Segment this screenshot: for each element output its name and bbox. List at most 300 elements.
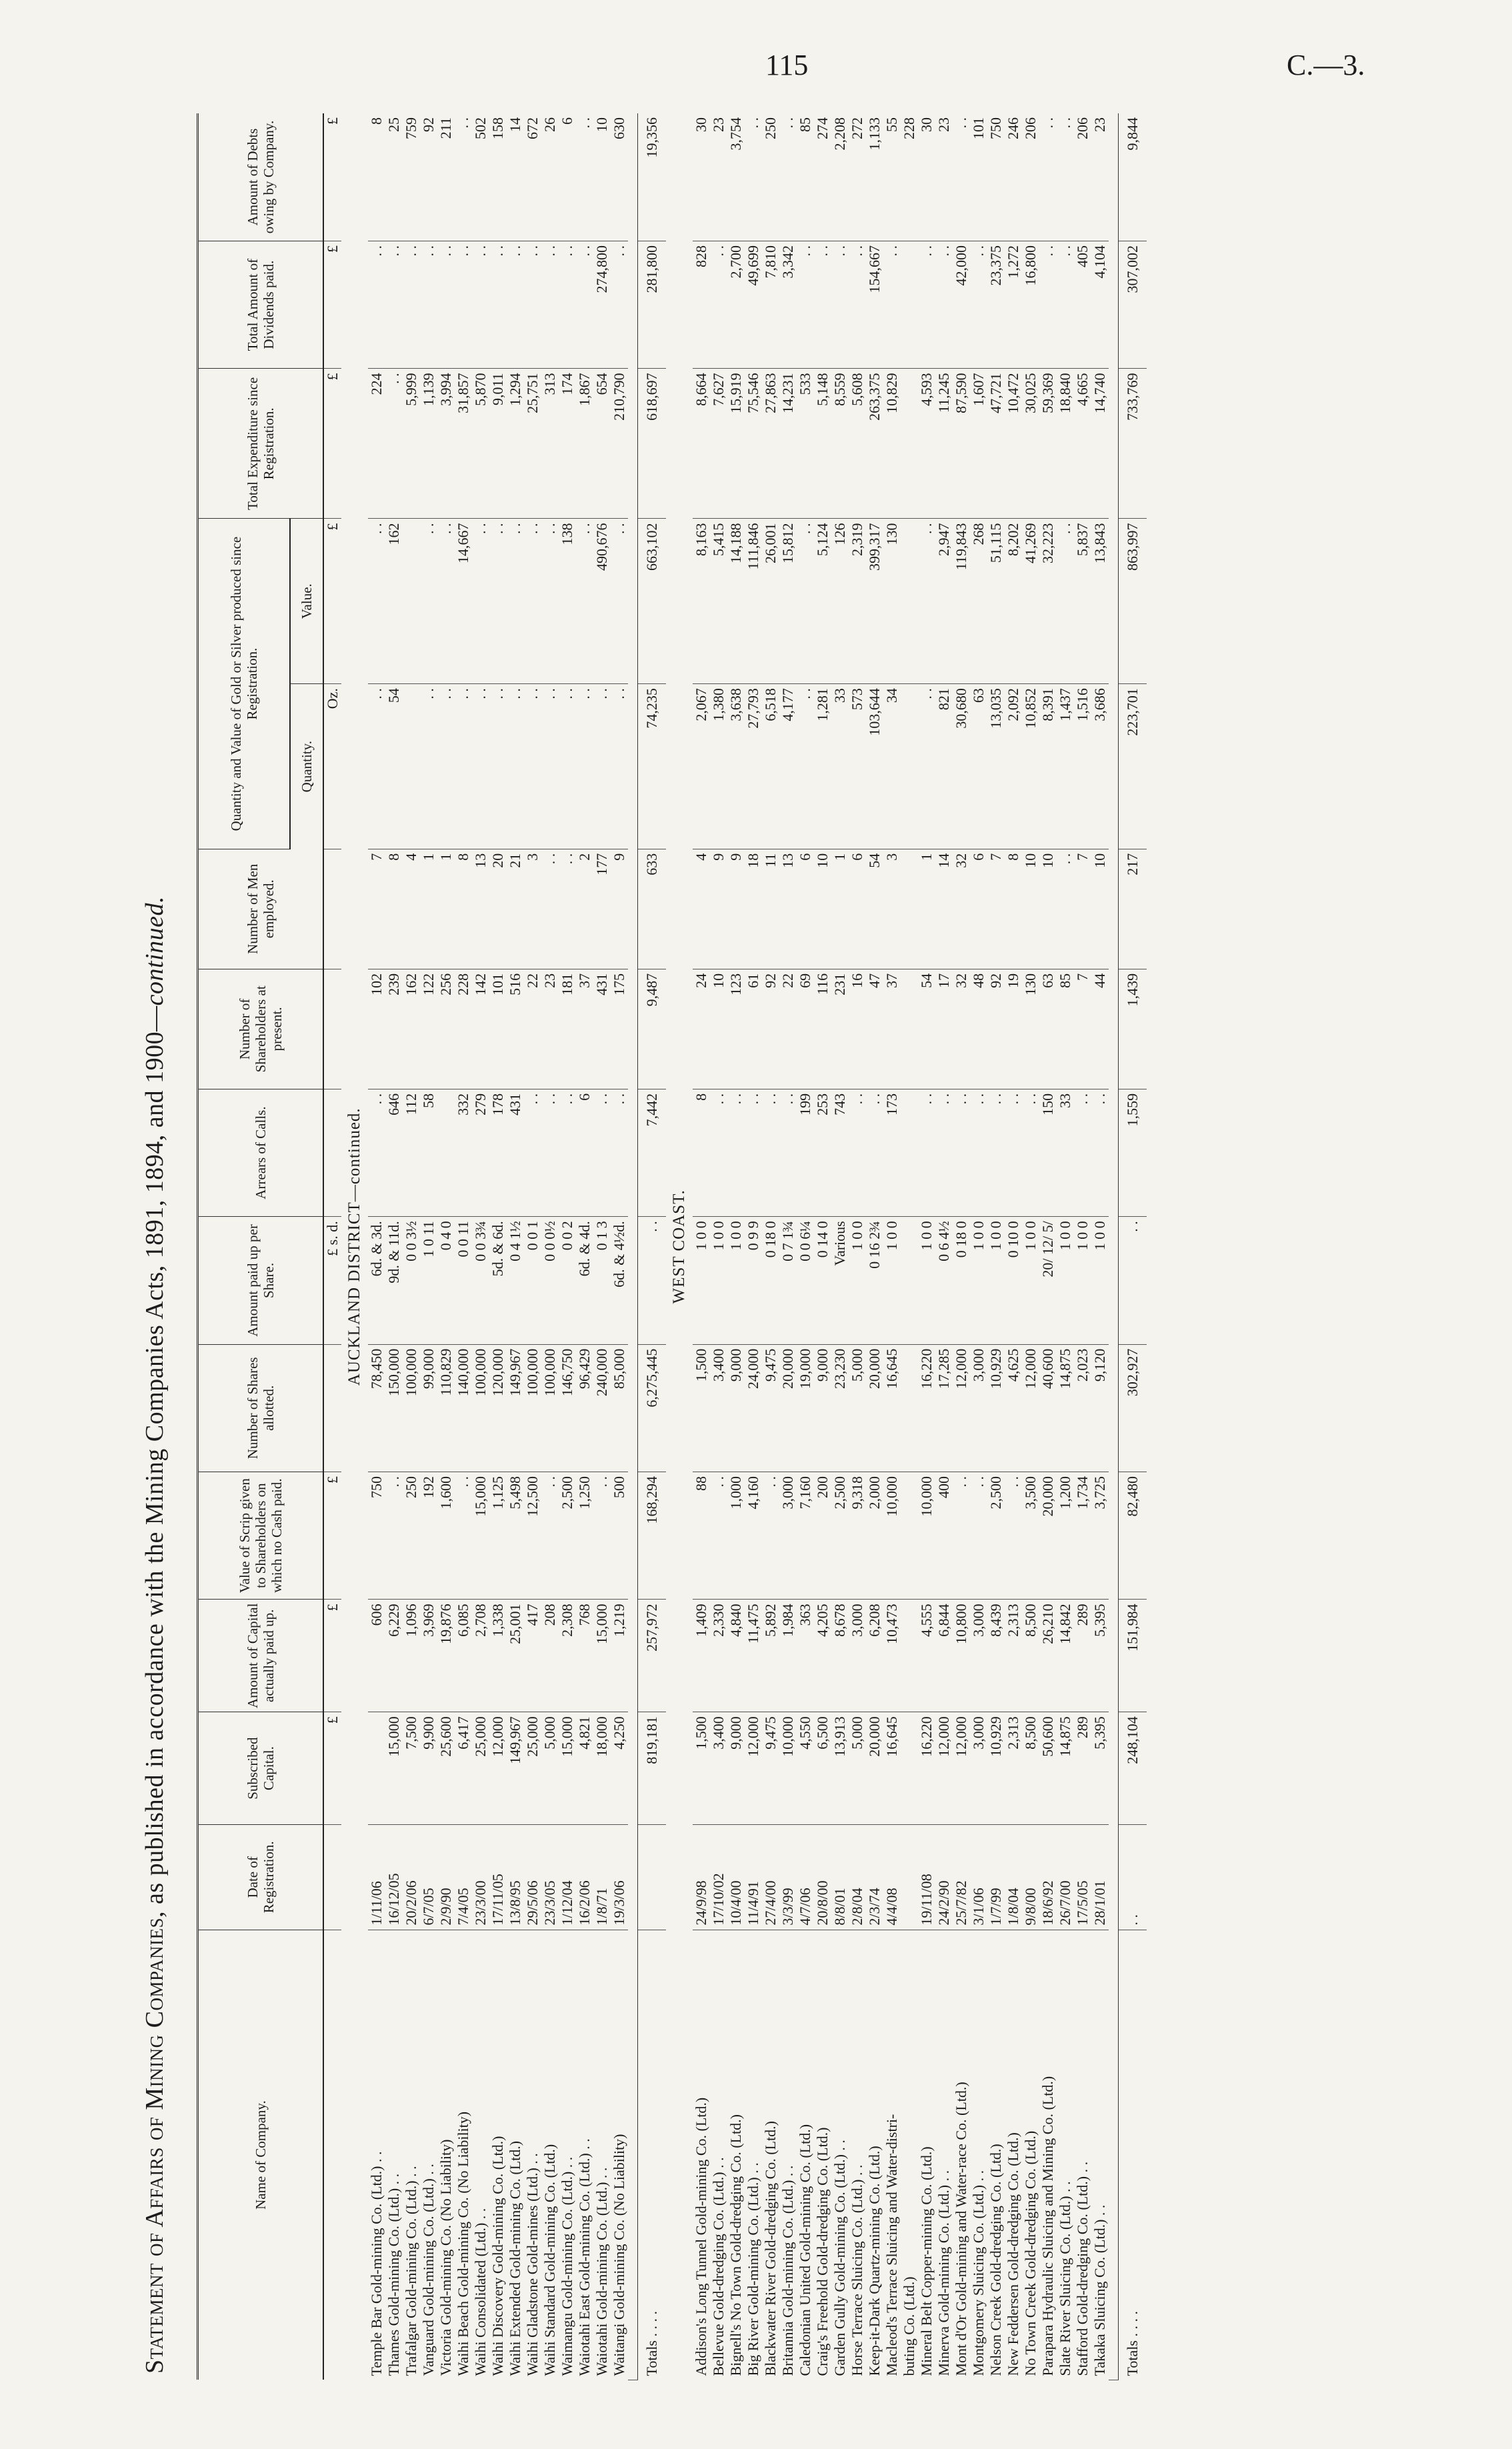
cell-quantity: 1,437 — [1057, 684, 1074, 849]
cell-quantity: 2,067 — [693, 684, 710, 849]
cell-debts: 19,356 — [638, 113, 667, 241]
cell-pershare: 0 10 0 — [1005, 1217, 1022, 1344]
cell-holders: 123 — [727, 969, 745, 1089]
cell-holders: 256 — [437, 969, 455, 1089]
cell-date: 24/9/98 — [693, 1825, 710, 1930]
cell-holders: 16 — [849, 969, 866, 1089]
cell-paidup: 6,229 — [385, 1600, 403, 1712]
cell-date: 28/1/01 — [1091, 1825, 1109, 1930]
cell-quantity: Oz. — [323, 684, 341, 849]
cell-subscribed: 289 — [1074, 1712, 1091, 1825]
totals-row — [638, 113, 667, 2380]
cell-shares: 78,450 — [368, 1344, 385, 1472]
cell-expenditure: 4,593 — [918, 369, 935, 519]
cell-scrip: 1,000 — [727, 1472, 745, 1599]
cell-value: . . — [541, 519, 559, 684]
cell-dividends: . . — [507, 241, 524, 368]
cell-men: 1 — [420, 849, 437, 969]
cell-date: 19/11/08 — [918, 1825, 935, 1930]
cell-dividends: . . — [1039, 241, 1057, 368]
cell-holders: 61 — [745, 969, 762, 1089]
cell-scrip: 15,000 — [472, 1472, 489, 1599]
cell-men: 1 — [831, 849, 849, 969]
cell-expenditure: 313 — [541, 369, 559, 519]
cell-value: 41,269 — [1022, 519, 1039, 684]
cell-name: Waihi Extended Gold-mining Co. (Ltd.) — [507, 2140, 523, 2376]
cell-value: 2,319 — [849, 519, 866, 684]
cell-paidup: 14,842 — [1057, 1600, 1074, 1712]
header-subscribed: Subscribed Capital. — [198, 1712, 324, 1825]
cell-value: . . — [437, 519, 455, 684]
cell-expenditure — [901, 369, 918, 519]
cell-shares: 14,875 — [1057, 1344, 1074, 1472]
cell-pershare: 0 9 9 — [745, 1217, 762, 1344]
cell-subscribed: 5,000 — [849, 1712, 866, 1825]
cell-debts: 630 — [611, 113, 628, 241]
cell-subscribed: 15,000 — [559, 1712, 576, 1825]
cell-shares: 99,000 — [420, 1344, 437, 1472]
cell-date: 26/7/00 — [1057, 1825, 1074, 1930]
cell-dividends: 49,699 — [745, 241, 762, 368]
cell-shares: 40,600 — [1039, 1344, 1057, 1472]
table-row — [797, 113, 814, 2380]
cell-name: Montgomery Sluicing Co. (Ltd.) . . — [970, 2170, 987, 2376]
cell-dividends: . . — [420, 241, 437, 368]
cell-quantity: 1,380 — [710, 684, 727, 849]
table-row — [1005, 113, 1022, 2380]
cell-date: . . — [1119, 1825, 1147, 1930]
cell-arrears: . . — [524, 1089, 541, 1216]
cell-paidup: 1,409 — [693, 1600, 710, 1712]
cell-dividends: 274,800 — [593, 241, 611, 368]
cell-holders: 101 — [489, 969, 507, 1089]
cell-arrears: 253 — [814, 1089, 831, 1216]
cell-dividends: . . — [710, 241, 727, 368]
cell-holders: 142 — [472, 969, 489, 1089]
cell-men: 6 — [797, 849, 814, 969]
cell-value: 863,997 — [1119, 519, 1147, 684]
cell-date: 25/7/82 — [953, 1825, 970, 1930]
spacer-row — [628, 113, 638, 2380]
table-row — [953, 113, 970, 2380]
cell-quantity: . . — [368, 684, 385, 849]
cell-men: 18 — [745, 849, 762, 969]
cell-date: 16/2/06 — [576, 1825, 593, 1930]
cell-subscribed: 7,500 — [403, 1712, 420, 1825]
cell-shares: 100,000 — [524, 1344, 541, 1472]
cell-date: 7/4/05 — [455, 1825, 472, 1930]
cell-quantity: . . — [797, 684, 814, 849]
table-row — [559, 113, 576, 2380]
cell-arrears: 6 — [576, 1089, 593, 1216]
cell-expenditure: 263,375 — [866, 369, 883, 519]
cell-shares: 1,500 — [693, 1344, 710, 1472]
cell-subscribed: 9,900 — [420, 1712, 437, 1825]
cell-value — [403, 519, 420, 684]
cell-date: 6/7/05 — [420, 1825, 437, 1930]
cell-name: Macleod's Terrace Sluicing and Water-distri- — [883, 2114, 900, 2376]
cell-scrip: 168,294 — [638, 1472, 667, 1599]
cell-pershare: 1 0 0 — [693, 1217, 710, 1344]
cell-name: Waiotahi Gold-mining Co. (Ltd.) . . — [593, 2167, 610, 2376]
cell-arrears: . . — [918, 1089, 935, 1216]
cell-pershare: 1 0 0 — [987, 1217, 1005, 1344]
cell-subscribed: 15,000 — [385, 1712, 403, 1825]
cell-debts: 206 — [1022, 113, 1039, 241]
cell-men: . . — [1057, 849, 1074, 969]
cell-quantity: . . — [541, 684, 559, 849]
cell-pershare: 0 0 1 — [524, 1217, 541, 1344]
cell-date: 17/10/02 — [710, 1825, 727, 1930]
cell-value: 399,317 — [866, 519, 883, 684]
cell-name: Mineral Belt Copper-mining Co. (Ltd.) — [918, 2146, 935, 2376]
cell-expenditure: 210,790 — [611, 369, 628, 519]
cell-dividends: . . — [935, 241, 953, 368]
table-row — [524, 113, 541, 2380]
cell-expenditure: 5,870 — [472, 369, 489, 519]
table-row — [420, 113, 437, 2380]
cell-date: 11/4/91 — [745, 1825, 762, 1930]
cell-quantity: 3,686 — [1091, 684, 1109, 849]
cell-shares: 100,000 — [472, 1344, 489, 1472]
cell-shares: 110,829 — [437, 1344, 455, 1472]
cell-dividends: . . — [524, 241, 541, 368]
cell-scrip: 1,734 — [1074, 1472, 1091, 1599]
cell-pershare: 0 0 3¾ — [472, 1217, 489, 1344]
cell-men: 6 — [849, 849, 866, 969]
cell-scrip: 1,200 — [1057, 1472, 1074, 1599]
cell-paidup: 6,085 — [455, 1600, 472, 1712]
cell-paidup: 606 — [368, 1600, 385, 1712]
cell-date — [323, 1825, 341, 1930]
cell-name: Blackwater River Gold-dredging Co. (Ltd.) — [762, 2121, 779, 2376]
cell-shares: 4,625 — [1005, 1344, 1022, 1472]
cell-pershare: Various — [831, 1217, 849, 1344]
cell-debts: 228 — [901, 113, 918, 241]
cell-subscribed: 6,500 — [814, 1712, 831, 1825]
cell-expenditure: 30,025 — [1022, 369, 1039, 519]
cell-debts: . . — [745, 113, 762, 241]
cell-shares: 19,000 — [797, 1344, 814, 1472]
cell-holders: 228 — [455, 969, 472, 1089]
cell-date: 1/8/04 — [1005, 1825, 1022, 1930]
cell-value: 13,843 — [1091, 519, 1109, 684]
table-row — [1091, 113, 1109, 2380]
table-row — [762, 113, 779, 2380]
cell-paidup: 5,892 — [762, 1600, 779, 1712]
cell-date: 8/8/01 — [831, 1825, 849, 1930]
cell-quantity: 3,638 — [727, 684, 745, 849]
cell-holders: 23 — [541, 969, 559, 1089]
title-suffix: continued. — [141, 895, 169, 1006]
cell-date: 1/12/04 — [559, 1825, 576, 1930]
cell-name: Waihi Consolidated (Ltd.) . . — [472, 2208, 489, 2376]
cell-holders: 37 — [883, 969, 901, 1089]
table-row — [437, 113, 455, 2380]
cell-subscribed: 9,000 — [727, 1712, 745, 1825]
cell-debts: 14 — [507, 113, 524, 241]
header-shares: Number of Shares allotted. — [198, 1344, 324, 1472]
cell-debts: 672 — [524, 113, 541, 241]
cell-debts: 274 — [814, 113, 831, 241]
cell-expenditure: 1,294 — [507, 369, 524, 519]
header-quantity: Quantity. — [290, 684, 323, 849]
cell-scrip: 3,000 — [779, 1472, 797, 1599]
cell-expenditure: 8,664 — [693, 369, 710, 519]
cell-quantity: 27,793 — [745, 684, 762, 849]
cell-quantity: 821 — [935, 684, 953, 849]
cell-holders: 516 — [507, 969, 524, 1089]
cell-men: 10 — [1091, 849, 1109, 969]
cell-scrip: 2,500 — [559, 1472, 576, 1599]
cell-scrip: 400 — [935, 1472, 953, 1599]
cell-shares: 5,000 — [849, 1344, 866, 1472]
cell-subscribed: 16,220 — [918, 1712, 935, 1825]
cell-quantity: 2,092 — [1005, 684, 1022, 849]
cell-men: 21 — [507, 849, 524, 969]
cell-subscribed: 1,500 — [693, 1712, 710, 1825]
cell-arrears: . . — [559, 1089, 576, 1216]
cell-holders: 37 — [576, 969, 593, 1089]
cell-date: 13/8/95 — [507, 1825, 524, 1930]
cell-dividends: . . — [403, 241, 420, 368]
cell-quantity: . . — [437, 684, 455, 849]
cell-dividends: 281,800 — [638, 241, 667, 368]
header-arrears: Arrears of Calls. — [198, 1089, 324, 1216]
cell-arrears: . . — [611, 1089, 628, 1216]
cell-date: 1/11/06 — [368, 1825, 385, 1930]
header-holders: Number of Shareholders at present. — [198, 969, 324, 1089]
cell-name: Waimangu Gold-mining Co. (Ltd.) . . — [559, 2156, 575, 2376]
cell-subscribed: 8,500 — [1022, 1712, 1039, 1825]
cell-paidup: 6,208 — [866, 1600, 883, 1712]
cell-name: Slate River Sluicing Co. (Ltd.) . . — [1057, 2181, 1073, 2376]
page-header — [0, 0, 1512, 80]
cell-paidup: 768 — [576, 1600, 593, 1712]
cell-scrip: 1,125 — [489, 1472, 507, 1599]
cell-arrears: 332 — [455, 1089, 472, 1216]
table-row — [472, 113, 489, 2380]
cell-paidup: 19,876 — [437, 1600, 455, 1712]
cell-paidup: £ — [323, 1600, 341, 1712]
cell-dividends: . . — [385, 241, 403, 368]
cell-name: Bignell's No Town Gold-dredging Co. (Ltd.) — [727, 2114, 744, 2376]
cell-name: Bellevue Gold-dredging Co. (Ltd.) . . — [710, 2157, 727, 2376]
cell-subscribed: 12,000 — [489, 1712, 507, 1825]
cell-debts: 246 — [1005, 113, 1022, 241]
cell-men: 3 — [524, 849, 541, 969]
cell-date: 16/12/05 — [385, 1825, 403, 1930]
table-row — [849, 113, 866, 2380]
cell-holders: 63 — [1039, 969, 1057, 1089]
cell-name: Minerva Gold-mining Co. (Ltd.) . . — [935, 2170, 952, 2376]
cell-subscribed: 12,000 — [745, 1712, 762, 1825]
cell-expenditure: 14,231 — [779, 369, 797, 519]
cell-expenditure: 10,472 — [1005, 369, 1022, 519]
cell-pershare: 0 0 2 — [559, 1217, 576, 1344]
cell-men: 54 — [866, 849, 883, 969]
cell-pershare: 0 18 0 — [762, 1217, 779, 1344]
cell-scrip: 2,500 — [831, 1472, 849, 1599]
cell-paidup: 8,678 — [831, 1600, 849, 1712]
cell-quantity: . . — [593, 684, 611, 849]
cell-dividends: . . — [970, 241, 987, 368]
cell-subscribed — [368, 1712, 385, 1825]
cell-dividends: . . — [1057, 241, 1074, 368]
cell-shares: 3,400 — [710, 1344, 727, 1472]
cell-debts: 750 — [987, 113, 1005, 241]
cell-paidup: 26,210 — [1039, 1600, 1057, 1712]
cell-pershare: 1 0 0 — [1091, 1217, 1109, 1344]
cell-holders: 7 — [1074, 969, 1091, 1089]
cell-paidup — [901, 1600, 918, 1712]
cell-date: 1/7/99 — [987, 1825, 1005, 1930]
cell-arrears: 1,559 — [1119, 1089, 1147, 1216]
cell-quantity: 8,391 — [1039, 684, 1057, 849]
cell-arrears: . . — [953, 1089, 970, 1216]
cell-men: 217 — [1119, 849, 1147, 969]
cell-shares: 240,000 — [593, 1344, 611, 1472]
cell-quantity: 74,235 — [638, 684, 667, 849]
cell-expenditure: 5,999 — [403, 369, 420, 519]
cell-quantity: . . — [472, 684, 489, 849]
cell-holders: 85 — [1057, 969, 1074, 1089]
header-dividends: Total Amount of Dividends paid. — [198, 241, 324, 368]
cell-arrears — [323, 1089, 341, 1216]
cell-arrears: 58 — [420, 1089, 437, 1216]
district-heading: WEST COAST. — [670, 1189, 688, 1304]
cell-shares: 150,000 — [385, 1344, 403, 1472]
cell-shares — [323, 1344, 341, 1472]
cell-dividends: 154,667 — [866, 241, 883, 368]
cell-scrip: 82,480 — [1119, 1472, 1147, 1599]
cell-name: buting Co. (Ltd.) — [901, 2276, 917, 2376]
header-date: Date of Registration. — [198, 1825, 324, 1930]
cell-dividends: . . — [814, 241, 831, 368]
cell-subscribed: 149,967 — [507, 1712, 524, 1825]
cell-value: 130 — [883, 519, 901, 684]
cell-men: 4 — [403, 849, 420, 969]
cell-quantity: . . — [455, 684, 472, 849]
cell-date: 4/4/08 — [883, 1825, 901, 1930]
table-row — [987, 113, 1005, 2380]
cell-pershare: 1 0 0 — [883, 1217, 901, 1344]
cell-paidup: 8,500 — [1022, 1600, 1039, 1712]
cell-paidup: 1,984 — [779, 1600, 797, 1712]
cell-paidup: 3,000 — [849, 1600, 866, 1712]
cell-quantity: . . — [918, 684, 935, 849]
cell-arrears: . . — [727, 1089, 745, 1216]
cell-paidup: 3,000 — [970, 1600, 987, 1712]
cell-name: Waihi Beach Gold-mining Co. (No Liability) — [455, 2111, 471, 2376]
cell-dividends: 7,810 — [762, 241, 779, 368]
cell-value: 51,115 — [987, 519, 1005, 684]
statement-title — [140, 173, 169, 2374]
cell-pershare: 0 16 2¾ — [866, 1217, 883, 1344]
table-row — [814, 113, 831, 2380]
cell-value: . . — [918, 519, 935, 684]
cell-shares: 100,000 — [541, 1344, 559, 1472]
unit-row — [323, 113, 341, 2380]
cell-men — [323, 849, 341, 969]
cell-pershare: 1 0 0 — [727, 1217, 745, 1344]
cell-expenditure: 654 — [593, 369, 611, 519]
cell-date: 23/3/05 — [541, 1825, 559, 1930]
cell-date: 29/5/06 — [524, 1825, 541, 1930]
cell-debts: 30 — [918, 113, 935, 241]
cell-subscribed — [901, 1712, 918, 1825]
cell-subscribed: 12,000 — [935, 1712, 953, 1825]
table-body — [323, 113, 1147, 2380]
cell-shares: 100,000 — [403, 1344, 420, 1472]
cell-men: 1 — [918, 849, 935, 969]
cell-paidup: 11,475 — [745, 1600, 762, 1712]
cell-shares: 149,967 — [507, 1344, 524, 1472]
cell-paidup: 2,330 — [710, 1600, 727, 1712]
cell-scrip: 20,000 — [1039, 1472, 1057, 1599]
cell-quantity: . . — [611, 684, 628, 849]
table-row — [866, 113, 883, 2380]
cell-scrip: 1,250 — [576, 1472, 593, 1599]
table-header — [198, 113, 324, 2380]
cell-scrip: 250 — [403, 1472, 420, 1599]
cell-arrears: 7,442 — [638, 1089, 667, 1216]
cell-shares: 20,000 — [866, 1344, 883, 1472]
table-row — [970, 113, 987, 2380]
cell-shares: 12,000 — [953, 1344, 970, 1472]
cell-arrears: 431 — [507, 1089, 524, 1216]
cell-subscribed: 9,475 — [762, 1712, 779, 1825]
cell-name: No Town Creek Gold-dredging Co. (Ltd.) — [1022, 2130, 1039, 2376]
cell-holders: 162 — [403, 969, 420, 1089]
cell-debts: . . — [576, 113, 593, 241]
cell-paidup: 15,000 — [593, 1600, 611, 1712]
cell-name: Stafford Gold-dredging Co. (Ltd.) . . — [1074, 2161, 1091, 2376]
cell-name: Waihi Discovery Gold-mining Co. (Ltd.) — [489, 2136, 506, 2376]
cell-name: Waihi Standard Gold-mining Co. (Ltd.) — [541, 2144, 558, 2376]
cell-holders: 239 — [385, 969, 403, 1089]
cell-name: Thames Gold-mining Co. (Ltd.) . . — [385, 2173, 402, 2376]
cell-date: 18/6/92 — [1039, 1825, 1057, 1930]
cell-expenditure: 59,369 — [1039, 369, 1057, 519]
district-heading: AUCKLAND DISTRICT—continued. — [345, 1107, 363, 1386]
cell-expenditure: 31,857 — [455, 369, 472, 519]
cell-holders: 32 — [953, 969, 970, 1089]
cell-scrip: . . — [455, 1472, 472, 1599]
cell-quantity: 1,516 — [1074, 684, 1091, 849]
cell-date: 3/3/99 — [779, 1825, 797, 1930]
cell-paidup: 25,001 — [507, 1600, 524, 1712]
district-heading-row — [341, 113, 368, 2380]
header-paidup: Amount of Capital actually paid up. — [198, 1600, 324, 1712]
cell-subscribed: 4,821 — [576, 1712, 593, 1825]
cell-shares: 140,000 — [455, 1344, 472, 1472]
cell-value: 162 — [385, 519, 403, 684]
cell-paidup: 10,473 — [883, 1600, 901, 1712]
cell-pershare: 1 0 0 — [1057, 1217, 1074, 1344]
cell-shares: 16,645 — [883, 1344, 901, 1472]
cell-subscribed: 50,600 — [1039, 1712, 1057, 1825]
cell-date: 17/5/05 — [1074, 1825, 1091, 1930]
cell-holders: 130 — [1022, 969, 1039, 1089]
table-row — [918, 113, 935, 2380]
cell-debts: . . — [953, 113, 970, 241]
cell-subscribed: 2,313 — [1005, 1712, 1022, 1825]
cell-scrip: 1,600 — [437, 1472, 455, 1599]
header-value: Value. — [290, 519, 323, 684]
cell-paidup: 289 — [1074, 1600, 1091, 1712]
cell-name: Totals . . . . — [638, 1930, 667, 2380]
